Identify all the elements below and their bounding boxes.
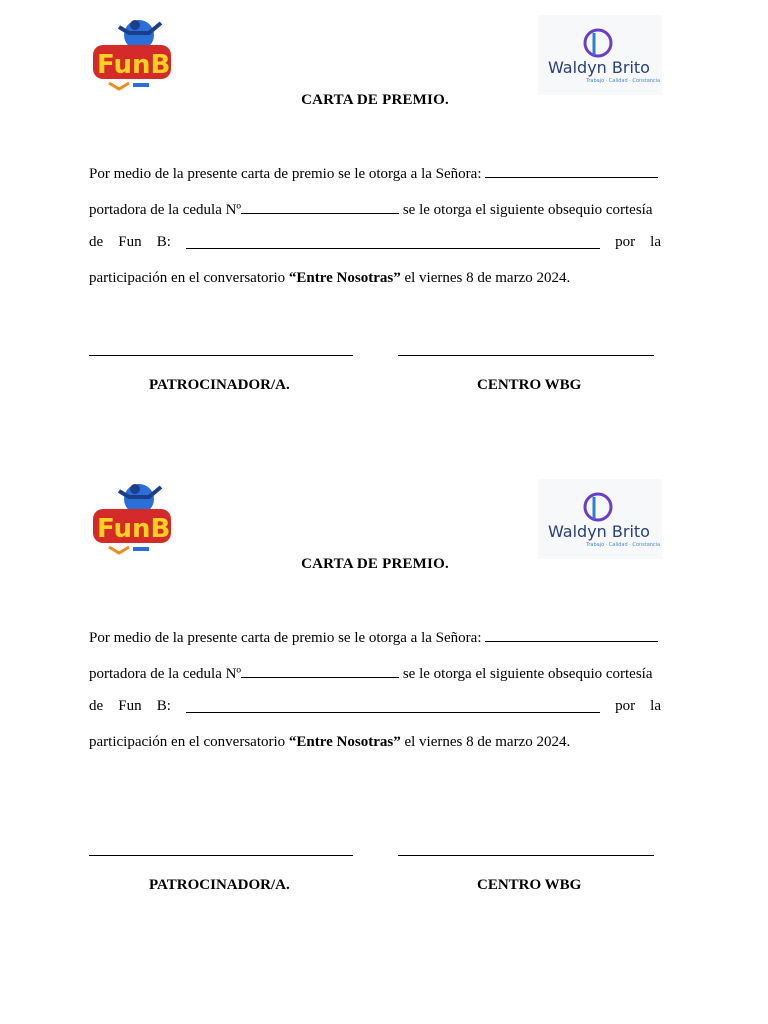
line-text: Por medio de la presente carta de premio se le otorga a la Señora: bbox=[89, 630, 482, 646]
funb-logo bbox=[89, 17, 175, 93]
sponsor-label: PATROCINADOR/A. bbox=[149, 377, 290, 393]
sponsor-signature-line bbox=[89, 855, 353, 856]
line-word: B: bbox=[156, 698, 171, 714]
letter-title: CARTA DE PREMIO. bbox=[301, 92, 449, 108]
line-word: de bbox=[89, 234, 104, 250]
waldyn-brito-name: Waldyn Brito bbox=[548, 58, 650, 77]
waldyn-brito-tagline: Trabajo · Calidad · Constancia bbox=[586, 542, 661, 548]
body-line-4 bbox=[89, 734, 661, 751]
line-text: se le otorga el siguiente obsequio cortesía bbox=[402, 202, 653, 218]
funb-logo bbox=[89, 481, 175, 557]
line-word: la bbox=[650, 234, 661, 250]
center-label: CENTRO WBG bbox=[477, 377, 582, 393]
body-line-1 bbox=[89, 163, 661, 183]
line-text: se le otorga el siguiente obsequio cortesía bbox=[402, 666, 653, 682]
waldyn-brito-name: Waldyn Brito bbox=[548, 522, 650, 541]
line-text: portadora de la cedula Nº bbox=[89, 202, 242, 218]
center-signature-line bbox=[398, 855, 654, 856]
gift-blank[interactable] bbox=[186, 234, 600, 249]
line-word: Fun bbox=[118, 698, 142, 714]
line-text: el viernes 8 de marzo 2024. bbox=[404, 270, 571, 286]
funb-logo-text: FunB bbox=[97, 514, 171, 544]
name-blank[interactable] bbox=[485, 627, 658, 642]
center-label: CENTRO WBG bbox=[477, 877, 582, 893]
award-letter-1 bbox=[0, 0, 768, 464]
letter-title: CARTA DE PREMIO. bbox=[301, 556, 449, 572]
center-signature-line bbox=[398, 355, 654, 356]
line-text: portadora de la cedula Nº bbox=[89, 666, 242, 682]
line-word: B: bbox=[156, 234, 171, 250]
line-word: la bbox=[650, 698, 661, 714]
funb-logo-text: FunB bbox=[97, 50, 171, 80]
sponsor-label: PATROCINADOR/A. bbox=[149, 877, 290, 893]
body-line-3 bbox=[89, 698, 661, 715]
line-word: Fun bbox=[118, 234, 142, 250]
body-line-2 bbox=[89, 663, 661, 683]
waldyn-brito-logo bbox=[538, 15, 662, 95]
cedula-blank[interactable] bbox=[241, 663, 399, 678]
body-line-1 bbox=[89, 627, 661, 647]
line-text: participación en el conversatorio bbox=[89, 734, 286, 750]
line-word: por bbox=[615, 234, 636, 250]
award-letter-2 bbox=[0, 464, 768, 928]
waldyn-brito-logo bbox=[538, 479, 662, 559]
line-text: el viernes 8 de marzo 2024. bbox=[404, 734, 571, 750]
line-text: participación en el conversatorio bbox=[89, 270, 286, 286]
body-line-4 bbox=[89, 270, 661, 287]
gift-blank[interactable] bbox=[186, 698, 600, 713]
event-name: “Entre Nosotras” bbox=[288, 270, 401, 286]
line-word: de bbox=[89, 698, 104, 714]
line-word: por bbox=[615, 698, 636, 714]
cedula-blank[interactable] bbox=[241, 199, 399, 214]
body-line-2 bbox=[89, 199, 661, 219]
name-blank[interactable] bbox=[485, 163, 658, 178]
waldyn-brito-tagline: Trabajo · Calidad · Constancia bbox=[586, 78, 661, 84]
event-name: “Entre Nosotras” bbox=[288, 734, 401, 750]
line-text: Por medio de la presente carta de premio se le otorga a la Señora: bbox=[89, 166, 482, 182]
sponsor-signature-line bbox=[89, 355, 353, 356]
body-line-3 bbox=[89, 234, 661, 251]
